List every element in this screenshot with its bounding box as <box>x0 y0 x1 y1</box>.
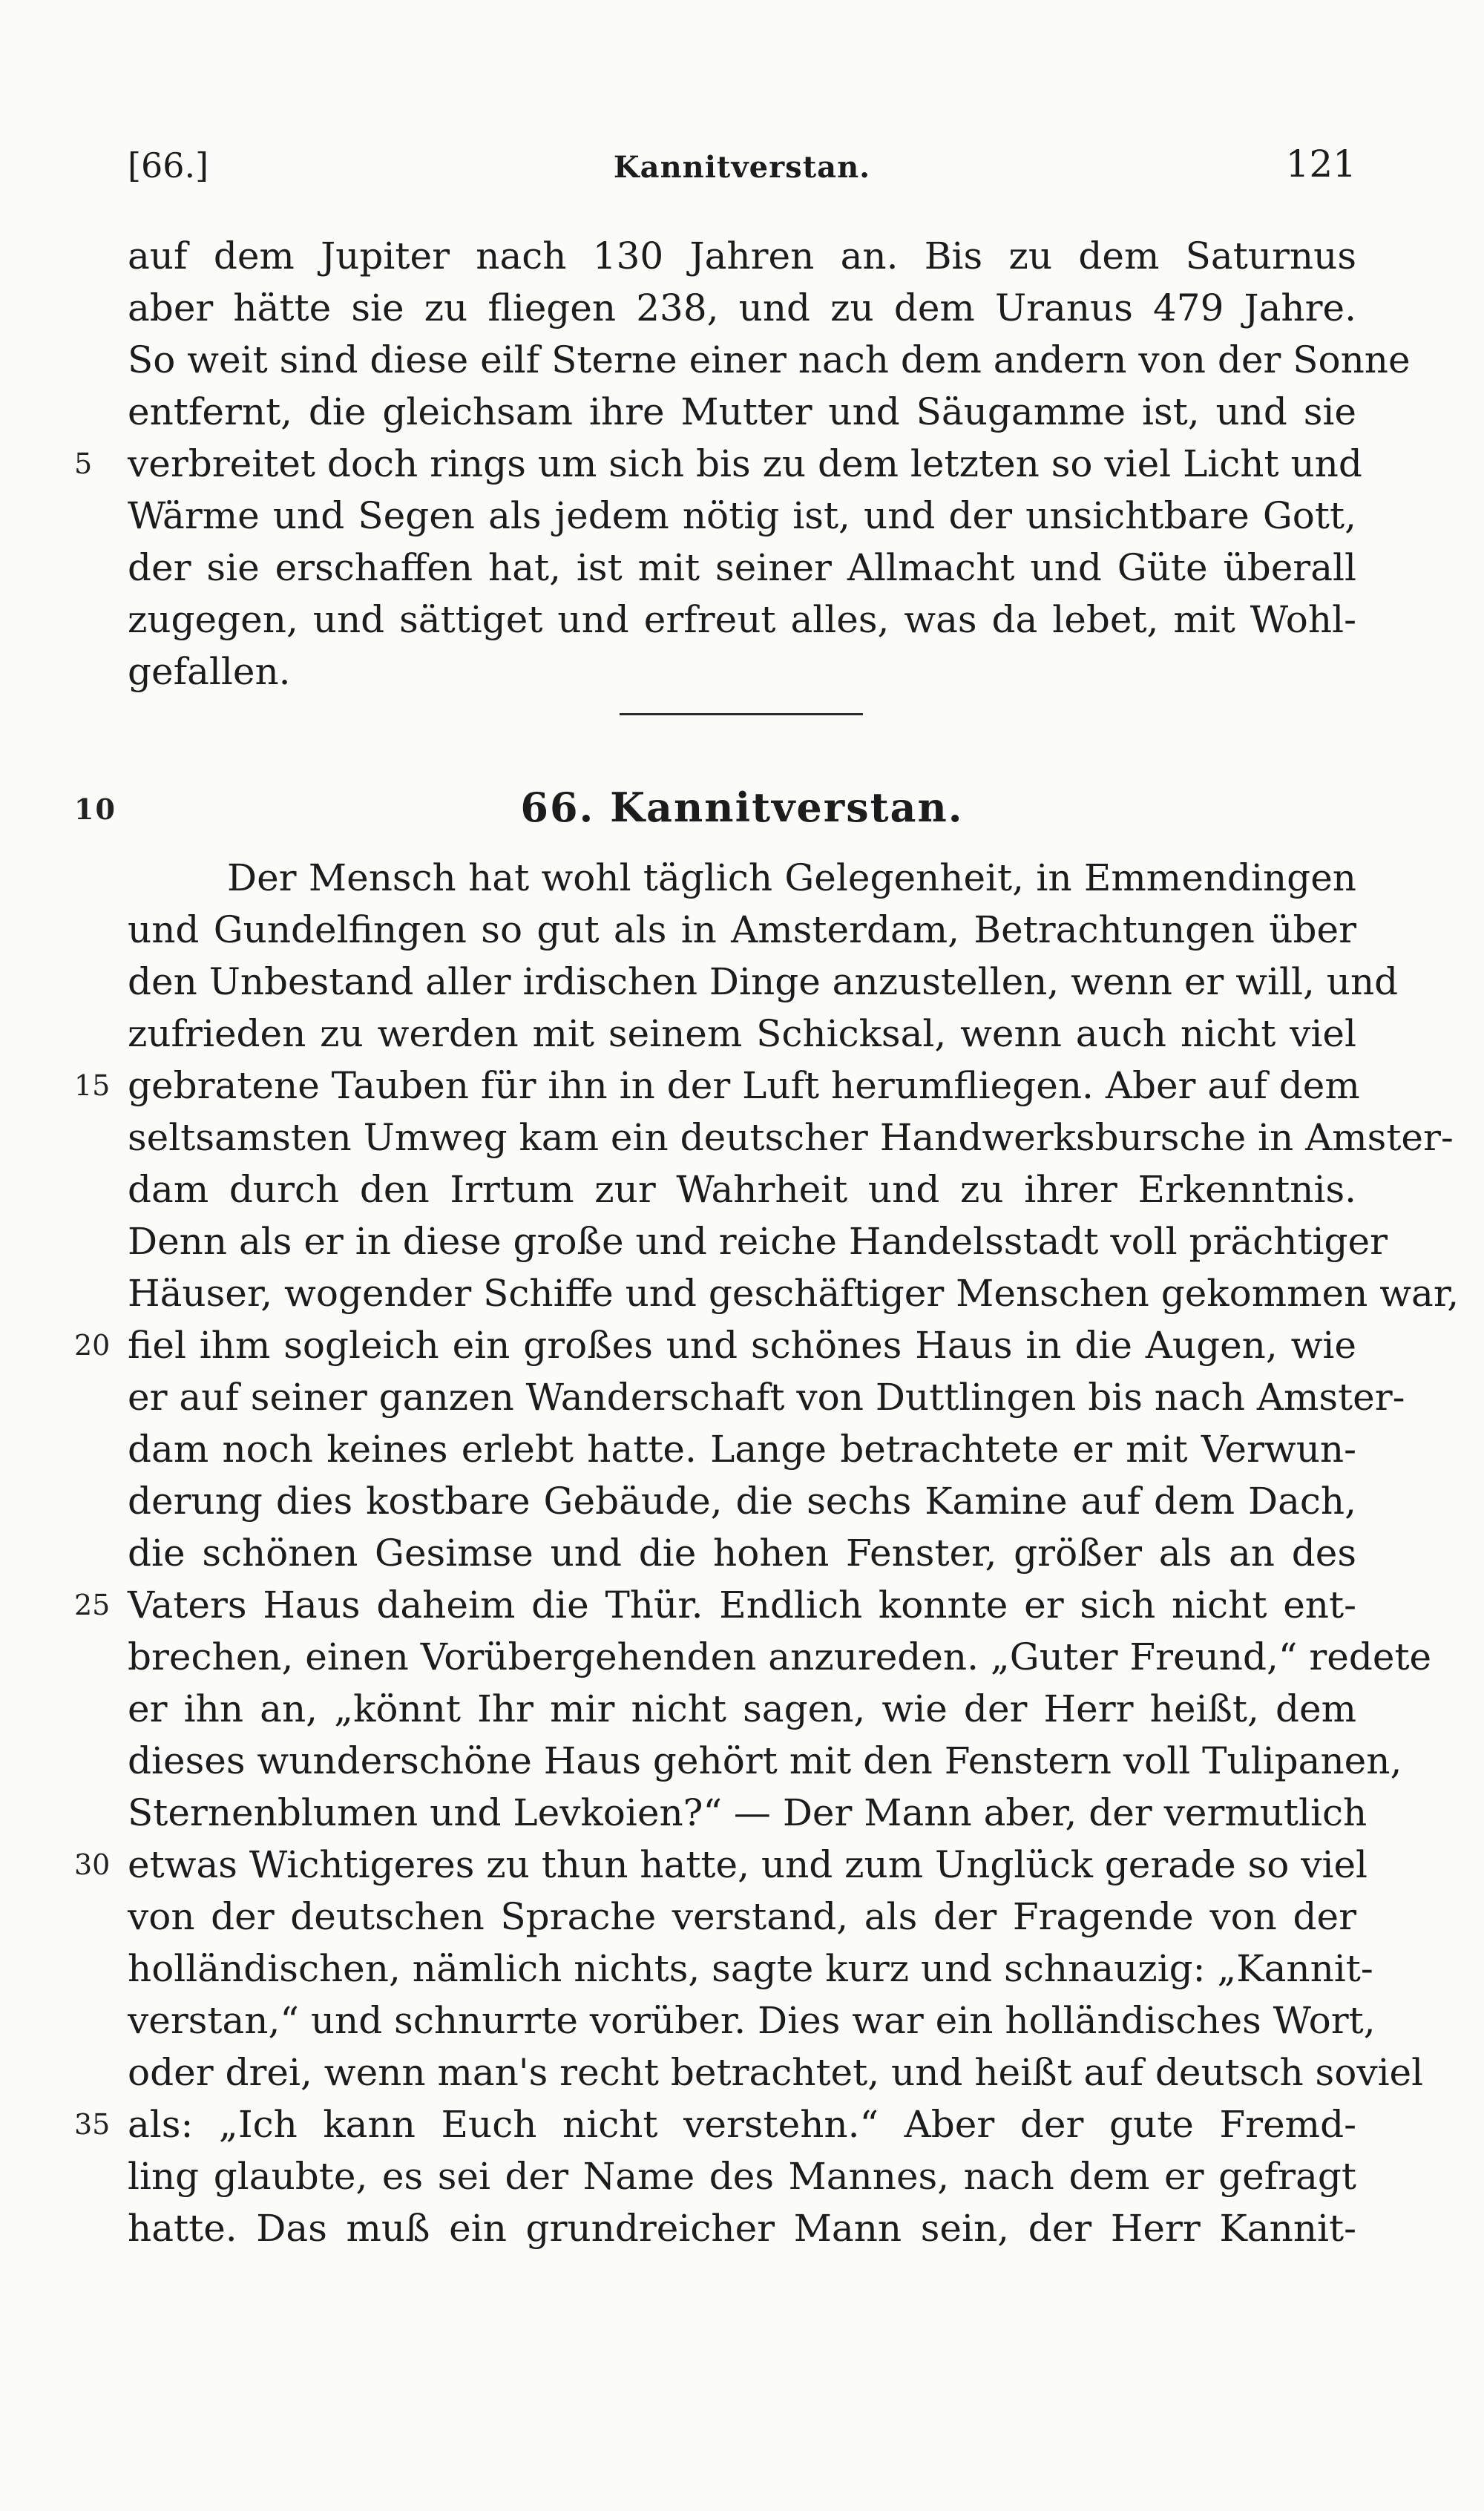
line-text: verbreitet doch rings um sich bis zu dem letzten so viel Licht und <box>128 442 1362 485</box>
line-text: etwas Wichtigeres zu thun hatte, und zum Unglück gerade so viel <box>128 1843 1368 1886</box>
text-line <box>128 1683 1356 1735</box>
line-text: Sternenblumen und Levkoien?“ — Der Mann aber, der vermutlich <box>128 1791 1368 1834</box>
line-text: dam durch den Irrtum zur Wahrheit und zu ihrer Erkenntnis. <box>128 1168 1356 1211</box>
text-line <box>128 230 1356 282</box>
line-text: ling glaubte, es sei der Name des Mannes, nach dem er gefragt <box>128 2155 1356 2198</box>
line-text: der sie erschaffen hat, ist mit seiner Allmacht und Güte überall <box>128 546 1356 589</box>
text-line <box>128 386 1356 438</box>
line-text: von der deutschen Sprache verstand, als der Fragende von der <box>128 1895 1356 1938</box>
text-line <box>128 1943 1373 1995</box>
line-text: entfernt, die gleichsam ihre Mutter und Säugamme ist, und sie <box>128 390 1356 433</box>
text-line <box>128 490 1356 542</box>
section-divider <box>620 713 863 715</box>
paragraph-planets <box>74 230 1411 698</box>
line-text: So weit sind diese eilf Sterne einer nach dem andern von der Sonne <box>128 338 1411 381</box>
line-text: dam noch keines erlebt hatte. Lange betrachtete er mit Verwun- <box>128 1428 1356 1471</box>
text-line <box>128 1215 1388 1267</box>
line-number: 20 <box>74 1329 111 1362</box>
line-text: er auf seiner ganzen Wanderschaft von Duttlingen bis nach Amster- <box>128 1376 1405 1419</box>
section-heading <box>74 784 1356 840</box>
line-text: auf dem Jupiter nach 130 Jahren an. Bis zu dem Saturnus <box>128 234 1356 278</box>
text-line <box>74 1060 1360 1112</box>
text-line <box>128 594 1356 646</box>
line-text: holländischen, nämlich nichts, sagte kurz und schnauzig: „Kannit- <box>128 1947 1373 1990</box>
text-line <box>128 542 1356 594</box>
text-line <box>128 1787 1368 1839</box>
text-line <box>128 2046 1424 2098</box>
line-number: 5 <box>74 447 93 480</box>
text-line <box>128 1008 1356 1060</box>
text-line <box>74 1319 1356 1371</box>
text-line <box>128 1527 1356 1579</box>
line-number: 35 <box>74 2108 111 2141</box>
line-text: als: „Ich kann Euch nicht verstehn.“ Aber der gute Fremd- <box>128 2103 1356 2146</box>
running-title: Kannitverstan. <box>613 150 871 185</box>
text-line <box>128 1735 1402 1787</box>
line-text: hatte. Das muß ein grundreicher Mann sein, der Herr Kannit- <box>128 2207 1356 2250</box>
text-line <box>128 282 1356 334</box>
line-number: 25 <box>74 1589 111 1621</box>
text-line <box>128 1631 1432 1683</box>
line-text: Häuser, wogender Schiffe und geschäftiger Menschen gekommen war, <box>128 1272 1460 1315</box>
line-text: den Unbestand aller irdischen Dinge anzustellen, wenn er will, und <box>128 960 1399 1003</box>
line-number: 15 <box>74 1069 111 1102</box>
line-text: aber hätte sie zu fliegen 238, und zu dem Uranus 479 Jahre. <box>128 286 1356 329</box>
text-line <box>128 1371 1405 1423</box>
text-line <box>128 1112 1454 1163</box>
line-text: zufrieden zu werden mit seinem Schicksal, wenn auch nicht viel <box>128 1012 1356 1055</box>
line-text: dieses wunderschöne Haus gehört mit den Fenstern voll Tulipanen, <box>128 1739 1402 1782</box>
line-text: seltsamsten Umweg kam ein deutscher Handwerksbursche in Amster- <box>128 1116 1454 1159</box>
text-line <box>128 1475 1356 1527</box>
text-line <box>128 646 1356 698</box>
line-text: Denn als er in diese große und reiche Handelsstadt voll prächtiger <box>128 1220 1388 1263</box>
paragraph-kannitverstan <box>74 852 1460 2254</box>
text-line <box>128 334 1411 386</box>
page-number: 121 <box>1285 142 1356 186</box>
text-line <box>128 1423 1356 1475</box>
line-text: Vaters Haus daheim die Thür. Endlich konnte er sich nicht ent- <box>128 1583 1356 1627</box>
text-line <box>128 1995 1376 2046</box>
line-text: Der Mensch hat wohl täglich Gelegenheit, in Emmendingen <box>227 856 1356 899</box>
line-text: er ihn an, „könnt Ihr mir nicht sagen, wie der Herr heißt, dem <box>128 1687 1356 1730</box>
text-line <box>128 1163 1356 1215</box>
text-line <box>128 1267 1460 1319</box>
line-text: derung dies kostbare Gebäude, die sechs Kamine auf dem Dach, <box>128 1480 1356 1523</box>
page-header <box>128 140 1356 206</box>
line-text: verstan,“ und schnurrte vorüber. Dies war ein holländisches Wort, <box>128 1999 1376 2042</box>
line-text: oder drei, wenn man's recht betrachtet, und heißt auf deutsch soviel <box>128 2051 1424 2094</box>
text-line <box>128 852 1356 904</box>
text-line <box>128 956 1399 1008</box>
line-text: fiel ihm sogleich ein großes und schönes Haus in die Augen, wie <box>128 1324 1356 1367</box>
text-line <box>74 438 1362 490</box>
text-line <box>128 904 1356 956</box>
text-line <box>128 2150 1356 2202</box>
text-line <box>74 1579 1356 1631</box>
line-text: gefallen. <box>128 650 291 693</box>
line-text: und Gundelfingen so gut als in Amsterdam, Betrachtungen über <box>128 908 1356 951</box>
text-line <box>74 1839 1368 1891</box>
section-reference: [66.] <box>128 145 209 186</box>
text-line <box>128 2202 1356 2254</box>
line-text: zugegen, und sättiget und erfreut alles, was da lebet, mit Wohl- <box>128 598 1356 641</box>
section-title-text: 66. Kannitverstan. <box>520 784 964 831</box>
line-text: Wärme und Segen als jedem nötig ist, und der unsichtbare Gott, <box>128 494 1356 537</box>
line-text: brechen, einen Vorübergehenden anzureden. „Guter Freund,“ redete <box>128 1635 1432 1678</box>
text-line <box>128 1891 1356 1943</box>
line-number: 30 <box>74 1848 111 1881</box>
line-text: die schönen Gesimse und die hohen Fenster, größer als an des <box>128 1532 1356 1575</box>
text-line <box>74 2098 1356 2150</box>
line-text: gebratene Tauben für ihn in der Luft herumfliegen. Aber auf dem <box>128 1064 1360 1107</box>
line-number: 10 <box>74 792 116 826</box>
